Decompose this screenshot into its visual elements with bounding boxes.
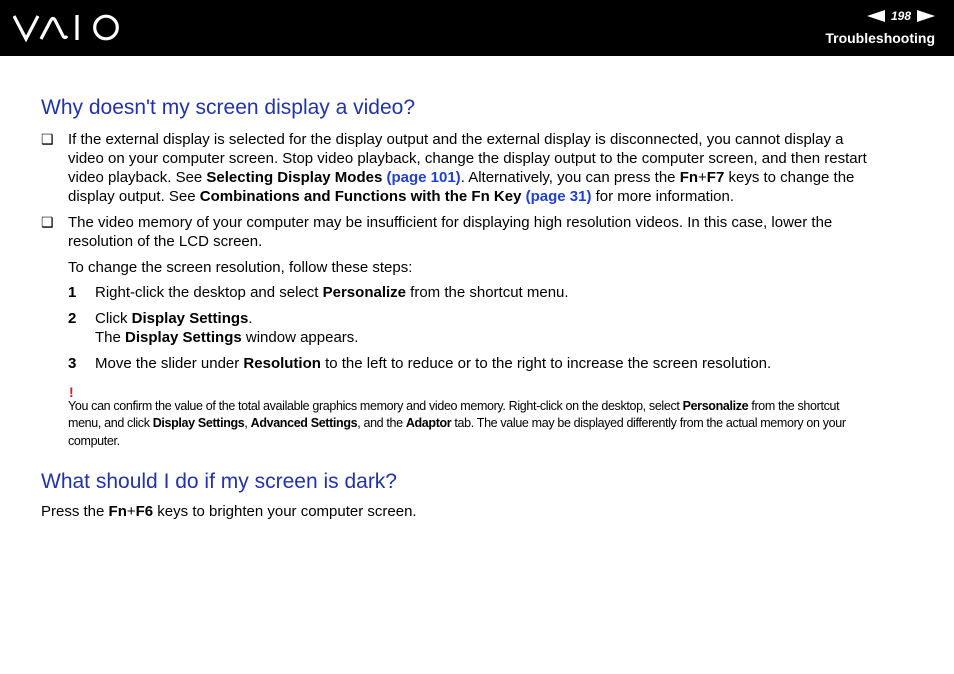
page-number: 198 bbox=[890, 9, 911, 23]
step-2-result: The Display Settings window appears. bbox=[95, 329, 359, 346]
note-line2: menu, and click Display Settings, Advanced Settings, and the Adaptor tab. The value may be displayed differently from the actual memory on your bbox=[68, 416, 846, 430]
page-101-link[interactable]: (page 101) bbox=[386, 169, 461, 186]
page-navigator bbox=[867, 8, 935, 24]
vaio-logo bbox=[13, 14, 121, 42]
note-line1: You can confirm the value of the total available graphics memory and video memory. Right-click on the desktop, select Personalize from the shortcut bbox=[68, 399, 840, 413]
bullet2-line2: resolution of the LCD screen. bbox=[68, 233, 263, 250]
previous-page-arrow-icon[interactable] bbox=[867, 10, 887, 22]
section-title: Troubleshooting bbox=[825, 30, 935, 46]
page-31-link[interactable]: (page 31) bbox=[525, 188, 592, 205]
step-3-text: Move the slider under Resolution to the left to reduce or to the right to increase the screen resolution. bbox=[95, 355, 772, 372]
question-heading-video: Why doesn't my screen display a video? bbox=[41, 96, 416, 119]
step-2-text: Click Display Settings. bbox=[95, 310, 253, 327]
steps-intro: To change the screen resolution, follow these steps: bbox=[68, 259, 413, 276]
question-heading-dark-screen: What should I do if my screen is dark? bbox=[41, 470, 397, 493]
step-number: 2 bbox=[68, 310, 77, 327]
bullet2-line1: The video memory of your computer may be insufficient for displaying high resolution videos. In this case, lower the bbox=[68, 214, 833, 231]
caution-mark-icon: ! bbox=[69, 384, 74, 400]
step-number: 1 bbox=[68, 284, 77, 301]
checkbox-bullet-icon: ❑ bbox=[41, 131, 54, 147]
note-line3: computer. bbox=[68, 434, 120, 448]
bullet1-line3: video playback. See Selecting Display Modes (page 101). Alternatively, you can press the Fn+F7 keys to change the bbox=[68, 169, 855, 186]
dark-screen-answer: Press the Fn+F6 keys to brighten your computer screen. bbox=[41, 503, 417, 520]
header-bar bbox=[0, 0, 954, 56]
step-1-text: Right-click the desktop and select Personalize from the shortcut menu. bbox=[95, 284, 569, 301]
bullet1-line2: video on your computer screen. Stop video playback, change the display output to the computer screen, and then restart bbox=[68, 150, 867, 167]
bullet1-line1: If the external display is selected for the display output and the external display is disconnected, you cannot display a bbox=[68, 131, 844, 148]
next-page-arrow-icon[interactable] bbox=[915, 10, 935, 22]
step-number: 3 bbox=[68, 355, 77, 372]
checkbox-bullet-icon: ❑ bbox=[41, 214, 54, 230]
bullet1-line4: display output. See Combinations and Functions with the Fn Key (page 31) for more information. bbox=[68, 188, 735, 205]
